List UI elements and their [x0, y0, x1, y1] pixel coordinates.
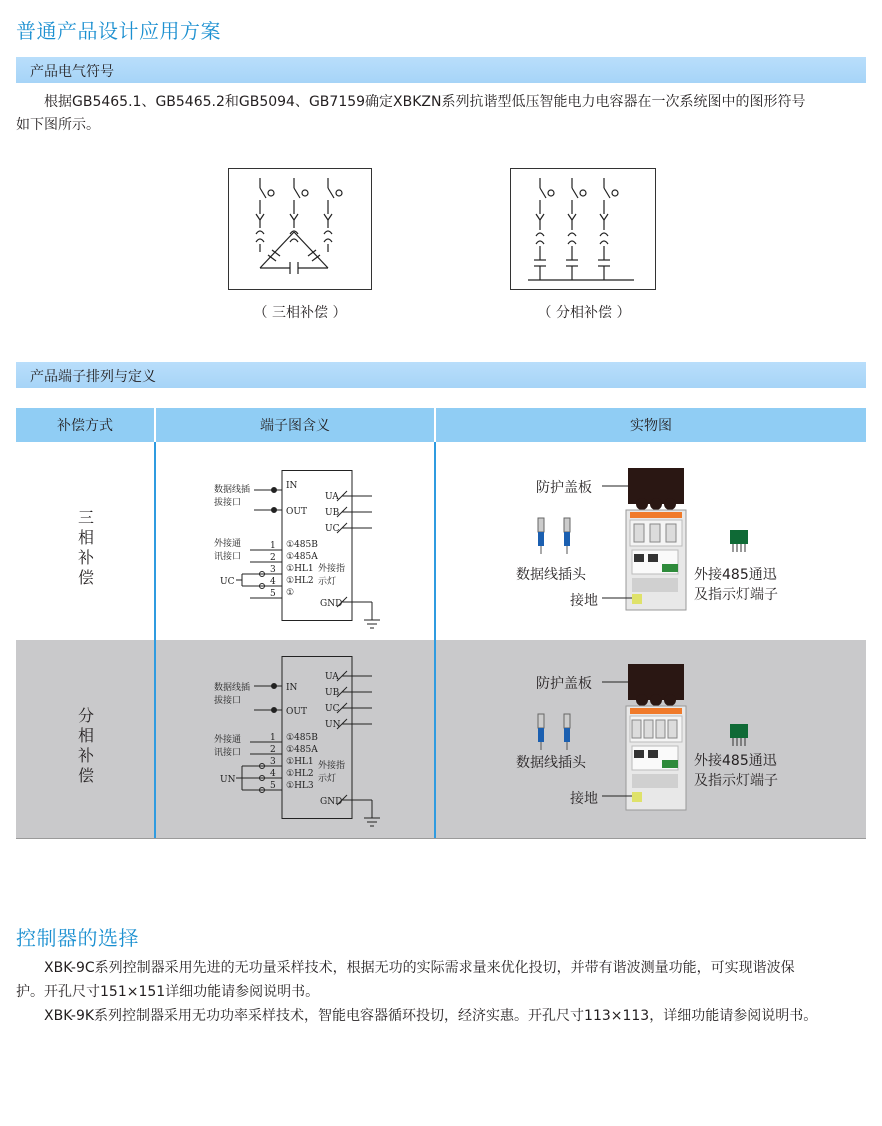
out-label: OUT: [286, 707, 307, 717]
pin-label: ①485B: [286, 733, 318, 743]
section-bar-label: 产品电气符号: [30, 64, 114, 80]
terminal-diagram-split-phase: [200, 656, 390, 832]
caption-split-phase: （ 分相补偿 ）: [537, 305, 631, 321]
common-label: UN: [220, 775, 236, 785]
ground-label: 接地: [570, 791, 598, 807]
terminal-label: 外接485通迅: [694, 567, 777, 583]
split-phase-symbol: [510, 168, 656, 290]
pin-label: ①HL3: [286, 781, 314, 791]
in-label: IN: [286, 481, 298, 491]
pin-label: ①HL2: [286, 769, 314, 779]
ext-comm-label: 外接通: [214, 735, 242, 745]
pin-number: 3: [270, 757, 276, 767]
cover-label: 防护盖板: [536, 480, 592, 496]
section-bar-symbols: [16, 57, 866, 83]
pin-number: 5: [270, 589, 276, 599]
pin-label: ①485B: [286, 540, 318, 550]
gnd-label: GND: [320, 797, 343, 807]
cover-label: 防护盖板: [536, 676, 592, 692]
pin-number: 2: [270, 553, 276, 563]
pin-number: 5: [270, 781, 276, 791]
plug-label: 数据线插头: [516, 567, 586, 583]
section-bar-label: 产品端子排列与定义: [30, 369, 156, 385]
pin-label: ①485A: [286, 552, 318, 562]
mode-label-text: [77, 508, 95, 588]
table-header-mode: 补偿方式: [16, 408, 154, 442]
pin-label: ①: [286, 588, 295, 598]
data-port-label: 拔接口: [214, 498, 242, 508]
phase-label: UC: [325, 704, 340, 714]
pin-label: ①485A: [286, 745, 318, 755]
gnd-label: GND: [320, 599, 343, 609]
header-divider: [434, 408, 436, 442]
page-title: 普通产品设计应用方案: [16, 19, 221, 43]
terminal-label: 外接485通迅: [694, 753, 777, 769]
intro-line-2: 如下图所示。: [16, 117, 100, 133]
phase-label: UN: [325, 720, 341, 730]
table-bottom-rule: [16, 838, 866, 839]
terminal-diagram-three-phase: [200, 470, 390, 635]
table-header-photo: 实物图: [436, 408, 866, 442]
data-port-label: 拔接口: [214, 696, 242, 706]
out-label: OUT: [286, 507, 307, 517]
terminal-block-icon: [728, 722, 752, 748]
three-phase-symbol: [228, 168, 372, 290]
phase-label: UC: [325, 524, 340, 534]
ext-comm-label: 讯接口: [214, 552, 242, 562]
caption-three-phase: （ 三相补偿 ）: [253, 305, 347, 321]
ext-ind-label: 外接指: [318, 761, 346, 771]
ext-ind-label: 外接指: [318, 564, 346, 574]
plug-label: 数据线插头: [516, 755, 586, 771]
section-bar-terminals: [16, 362, 866, 388]
data-port-label: 数据线插: [214, 485, 251, 495]
mode-label-char: 偿: [77, 568, 94, 587]
table-header-diagram: 端子图含义: [156, 408, 434, 442]
pin-number: 2: [270, 745, 276, 755]
in-label: IN: [286, 683, 298, 693]
pin-label: ①HL1: [286, 564, 314, 574]
ext-ind-label: 示灯: [318, 577, 337, 587]
phase-label: UB: [325, 688, 340, 698]
terminal-label: 及指示灯端子: [694, 587, 778, 603]
data-port-label: 数据线插: [214, 683, 251, 693]
phase-label: UA: [325, 492, 339, 502]
phase-label: UA: [325, 672, 339, 682]
pin-number: 4: [270, 577, 276, 587]
pin-number: 4: [270, 769, 276, 779]
mode-label-char: 三: [77, 508, 94, 527]
terminal-block-icon: [728, 528, 752, 554]
mode-label-char: 相: [77, 726, 94, 745]
mode-label-text: [77, 706, 95, 786]
column-divider: [434, 442, 436, 838]
pin-label: ①HL2: [286, 576, 314, 586]
terminal-label: 及指示灯端子: [694, 773, 778, 789]
mode-label-char: 分: [77, 706, 94, 725]
mode-label-char: 偿: [77, 766, 94, 785]
header-divider: [154, 408, 156, 442]
mode-label-split-phase: [77, 706, 95, 786]
column-divider: [154, 442, 156, 838]
ext-comm-label: 讯接口: [214, 748, 242, 758]
pin-number: 1: [270, 733, 276, 743]
ext-comm-label: 外接通: [214, 539, 242, 549]
ground-label: 接地: [570, 593, 598, 609]
mode-label-char: 补: [77, 548, 94, 567]
mode-label-char: 补: [77, 746, 94, 765]
common-label: UC: [220, 577, 235, 587]
controller-p1-line2: 护。开孔尺寸151×151详细功能请参阅说明书。: [16, 984, 320, 1000]
intro-line-1: 根据GB5465.1、GB5465.2和GB5094、GB7159确定XBKZN系列抗谐型低压智能电力电容器在一次系统图中的图形符号: [44, 94, 806, 110]
phase-label: UB: [325, 508, 340, 518]
pin-number: 3: [270, 565, 276, 575]
ext-ind-label: 示灯: [318, 774, 337, 784]
pin-label: ①HL1: [286, 757, 314, 767]
controller-p1-line1: XBK-9C系列控制器采用先进的无功量采样技术，根据无功的实际需求量来优化投切，并带有谐波测量功能，可实现谐波保: [44, 960, 795, 976]
mode-label-char: 相: [77, 528, 94, 547]
controller-title: 控制器的选择: [16, 926, 139, 950]
mode-label-three-phase: [77, 508, 95, 588]
controller-p2: XBK-9K系列控制器采用无功功率采样技术，智能电容器循环投切，经济实惠。开孔尺寸113×113，详细功能请参阅说明书。: [44, 1008, 818, 1024]
pin-number: 1: [270, 541, 276, 551]
